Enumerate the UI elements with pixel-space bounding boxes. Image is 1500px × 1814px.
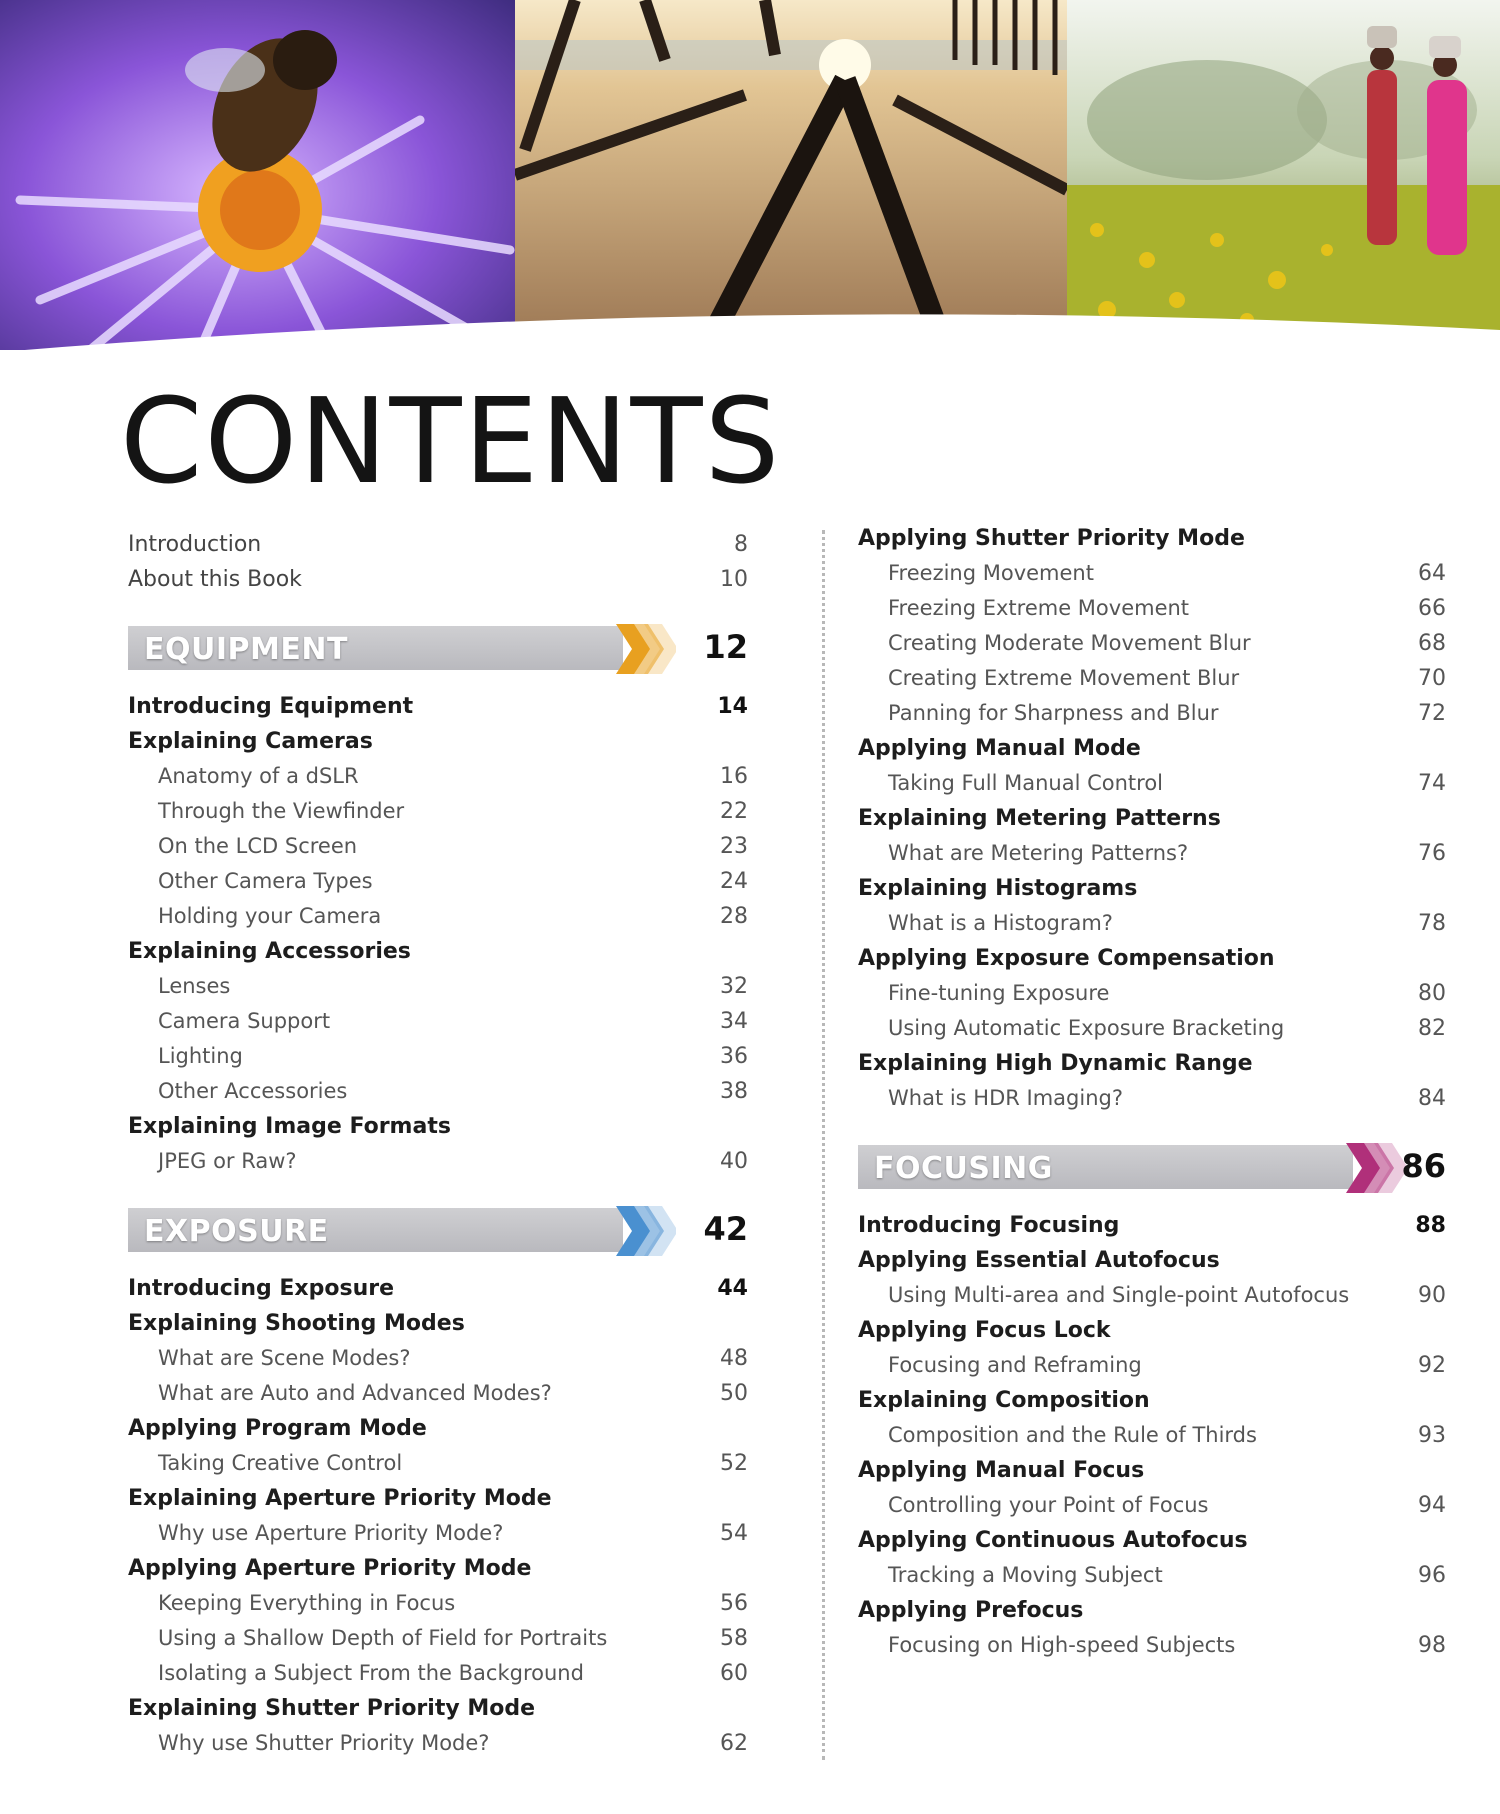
toc-entry-title: Using Multi-area and Single-point Autofocus bbox=[888, 1283, 1350, 1307]
toc-heading-explaining-accessories[interactable] bbox=[128, 935, 748, 970]
toc-page-number: 22 bbox=[720, 799, 748, 824]
toc-entry-title: Controlling your Point of Focus bbox=[888, 1493, 1209, 1517]
toc-page-number: 28 bbox=[720, 904, 748, 929]
toc-entry-taking-full-manual-control[interactable] bbox=[858, 767, 1446, 802]
toc-entry-title: Explaining Accessories bbox=[128, 939, 411, 964]
chevron-right-icon bbox=[616, 624, 676, 678]
toc-heading-applying-shutter-priority-mode[interactable] bbox=[858, 522, 1446, 557]
toc-entry-creating-moderate-movement-blur[interactable] bbox=[858, 627, 1446, 662]
toc-entry-fine-tuning-exposure[interactable] bbox=[858, 977, 1446, 1012]
section-title: EXPOSURE bbox=[144, 1214, 329, 1249]
toc-page-number: 56 bbox=[720, 1591, 748, 1616]
toc-page-number: 52 bbox=[720, 1451, 748, 1476]
toc-page-number: 80 bbox=[1418, 981, 1446, 1006]
section-banner-focusing[interactable] bbox=[858, 1139, 1446, 1197]
toc-entry-title: Freezing Movement bbox=[888, 561, 1094, 585]
toc-entry-title: Explaining Composition bbox=[858, 1388, 1150, 1413]
photo-strip-curve bbox=[0, 300, 1500, 360]
toc-entry-title: Applying Focus Lock bbox=[858, 1318, 1111, 1343]
toc-heading-applying-aperture-priority-mode[interactable] bbox=[128, 1552, 748, 1587]
toc-entry-title: Applying Shutter Priority Mode bbox=[858, 526, 1245, 551]
toc-entry-title: Applying Manual Mode bbox=[858, 736, 1141, 761]
toc-entry-jpeg-or-raw[interactable] bbox=[128, 1145, 748, 1180]
toc-page-number: 82 bbox=[1418, 1016, 1446, 1041]
toc-entry-what-is-a-histogram[interactable] bbox=[858, 907, 1446, 942]
toc-entry-title: Using a Shallow Depth of Field for Portraits bbox=[158, 1626, 608, 1650]
toc-entry-focusing-and-reframing[interactable] bbox=[858, 1349, 1446, 1384]
toc-page-number: 24 bbox=[720, 869, 748, 894]
toc-entry-anatomy-of-a-dslr[interactable] bbox=[128, 760, 748, 795]
toc-entry-title: Explaining High Dynamic Range bbox=[858, 1051, 1253, 1076]
toc-right-column bbox=[858, 522, 1446, 1664]
toc-entry-using-multi-area-and-single-point-autofocus[interactable] bbox=[858, 1279, 1446, 1314]
toc-heading-introducing-exposure[interactable] bbox=[128, 1272, 748, 1307]
toc-entry-title: Applying Aperture Priority Mode bbox=[128, 1556, 532, 1581]
toc-page-number: 92 bbox=[1418, 1353, 1446, 1378]
toc-page-number: 34 bbox=[720, 1009, 748, 1034]
toc-entry-using-automatic-exposure-bracketing[interactable] bbox=[858, 1012, 1446, 1047]
toc-page-number: 66 bbox=[1418, 596, 1446, 621]
toc-page-number: 40 bbox=[720, 1149, 748, 1174]
toc-entry-title: Focusing on High-speed Subjects bbox=[888, 1633, 1236, 1657]
toc-page-number: 96 bbox=[1418, 1563, 1446, 1588]
toc-entry-title: Fine-tuning Exposure bbox=[888, 981, 1110, 1005]
toc-entry-focusing-on-high-speed-subjects[interactable] bbox=[858, 1629, 1446, 1664]
toc-entry-title: Focusing and Reframing bbox=[888, 1353, 1142, 1377]
toc-heading-explaining-shooting-modes[interactable] bbox=[128, 1307, 748, 1342]
section-page-number: 12 bbox=[703, 628, 748, 666]
toc-heading-applying-program-mode[interactable] bbox=[128, 1412, 748, 1447]
section-banner-equipment[interactable] bbox=[128, 620, 748, 678]
toc-entry-what-are-scene-modes[interactable] bbox=[128, 1342, 748, 1377]
toc-entry-title: Keeping Everything in Focus bbox=[158, 1591, 456, 1615]
toc-entry-title: Explaining Cameras bbox=[128, 729, 373, 754]
toc-entry-title: Other Accessories bbox=[158, 1079, 348, 1103]
section-title: FOCUSING bbox=[874, 1151, 1053, 1186]
toc-page-number: 8 bbox=[734, 532, 748, 557]
chevron-right-icon bbox=[616, 1206, 676, 1260]
section-title: EQUIPMENT bbox=[144, 632, 348, 667]
toc-page-number: 88 bbox=[1415, 1213, 1446, 1238]
section-page-number: 86 bbox=[1401, 1147, 1446, 1185]
toc-entry-controlling-your-point-of-focus[interactable] bbox=[858, 1489, 1446, 1524]
photo-strip bbox=[0, 0, 1500, 350]
toc-heading-explaining-aperture-priority-mode[interactable] bbox=[128, 1482, 748, 1517]
toc-page-number: 10 bbox=[720, 567, 748, 592]
toc-heading-explaining-histograms[interactable] bbox=[858, 872, 1446, 907]
toc-heading-explaining-image-formats[interactable] bbox=[128, 1110, 748, 1145]
toc-entry-using-a-shallow-depth-of-field-for-portraits[interactable] bbox=[128, 1622, 748, 1657]
toc-page-number: 72 bbox=[1418, 701, 1446, 726]
toc-heading-explaining-composition[interactable] bbox=[858, 1384, 1446, 1419]
toc-entry-keeping-everything-in-focus[interactable] bbox=[128, 1587, 748, 1622]
toc-page-number: 54 bbox=[720, 1521, 748, 1546]
toc-entry-title: Applying Essential Autofocus bbox=[858, 1248, 1220, 1273]
toc-page-number: 44 bbox=[717, 1276, 748, 1301]
toc-page-number: 93 bbox=[1418, 1423, 1446, 1448]
toc-entry-holding-your-camera[interactable] bbox=[128, 900, 748, 935]
toc-entry-title: Isolating a Subject From the Background bbox=[158, 1661, 584, 1685]
toc-entry-title: What are Auto and Advanced Modes? bbox=[158, 1381, 552, 1405]
toc-page-number: 48 bbox=[720, 1346, 748, 1371]
toc-entry-title: Explaining Image Formats bbox=[128, 1114, 451, 1139]
toc-entry-freezing-extreme-movement[interactable] bbox=[858, 592, 1446, 627]
toc-heading-applying-manual-focus[interactable] bbox=[858, 1454, 1446, 1489]
toc-page-number: 60 bbox=[720, 1661, 748, 1686]
toc-entry-title: Taking Full Manual Control bbox=[888, 771, 1164, 795]
toc-page-number: 14 bbox=[717, 694, 748, 719]
toc-page-number: 90 bbox=[1418, 1283, 1446, 1308]
toc-entry-title: What are Scene Modes? bbox=[158, 1346, 411, 1370]
page-title: CONTENTS bbox=[120, 372, 782, 510]
toc-entry-title: Explaining Shooting Modes bbox=[128, 1311, 465, 1336]
toc-left-column bbox=[128, 528, 748, 1762]
toc-page-number: 62 bbox=[720, 1731, 748, 1756]
toc-entry-composition-and-the-rule-of-thirds[interactable] bbox=[858, 1419, 1446, 1454]
toc-entry-title: Composition and the Rule of Thirds bbox=[888, 1423, 1257, 1447]
toc-entry-title: Lenses bbox=[158, 974, 231, 998]
toc-heading-applying-continuous-autofocus[interactable] bbox=[858, 1524, 1446, 1559]
toc-page-number: 74 bbox=[1418, 771, 1446, 796]
toc-heading-applying-essential-autofocus[interactable] bbox=[858, 1244, 1446, 1279]
toc-entry-title: On the LCD Screen bbox=[158, 834, 358, 858]
bee-on-flower-photo bbox=[0, 0, 515, 350]
toc-entry-isolating-a-subject-from-the-background[interactable] bbox=[128, 1657, 748, 1692]
toc-entry-other-camera-types[interactable] bbox=[128, 865, 748, 900]
toc-entry-title: Introducing Focusing bbox=[858, 1213, 1120, 1238]
toc-heading-explaining-cameras[interactable] bbox=[128, 725, 748, 760]
toc-entry-title: Tracking a Moving Subject bbox=[888, 1563, 1163, 1587]
toc-heading-introducing-focusing[interactable] bbox=[858, 1209, 1446, 1244]
toc-entry-other-accessories[interactable] bbox=[128, 1075, 748, 1110]
toc-page-number: 38 bbox=[720, 1079, 748, 1104]
toc-heading-explaining-shutter-priority-mode[interactable] bbox=[128, 1692, 748, 1727]
toc-entry-title: Introducing Exposure bbox=[128, 1276, 394, 1301]
toc-entry-title: Applying Program Mode bbox=[128, 1416, 427, 1441]
pier-shadows-beach-photo bbox=[515, 0, 1067, 350]
toc-entry-taking-creative-control[interactable] bbox=[128, 1447, 748, 1482]
toc-heading-applying-prefocus[interactable] bbox=[858, 1594, 1446, 1629]
toc-entry-title: Applying Prefocus bbox=[858, 1598, 1084, 1623]
toc-entry-title: Explaining Aperture Priority Mode bbox=[128, 1486, 552, 1511]
toc-entry-title: What are Metering Patterns? bbox=[888, 841, 1189, 865]
toc-heading-explaining-metering-patterns[interactable] bbox=[858, 802, 1446, 837]
toc-entry-what-is-hdr-imaging[interactable] bbox=[858, 1082, 1446, 1117]
toc-entry-what-are-metering-patterns[interactable] bbox=[858, 837, 1446, 872]
toc-page-number: 68 bbox=[1418, 631, 1446, 656]
toc-entry-title: Using Automatic Exposure Bracketing bbox=[888, 1016, 1285, 1040]
toc-entry-title: What is a Histogram? bbox=[888, 911, 1113, 935]
toc-entry-title: Applying Exposure Compensation bbox=[858, 946, 1275, 971]
toc-entry-title: Explaining Histograms bbox=[858, 876, 1138, 901]
toc-entry-title: Freezing Extreme Movement bbox=[888, 596, 1190, 620]
toc-entry-title: Applying Continuous Autofocus bbox=[858, 1528, 1248, 1553]
toc-entry-title: Creating Moderate Movement Blur bbox=[888, 631, 1251, 655]
toc-entry-title: Lighting bbox=[158, 1044, 243, 1068]
toc-entry-lenses[interactable] bbox=[128, 970, 748, 1005]
toc-page-number: 58 bbox=[720, 1626, 748, 1651]
toc-entry-camera-support[interactable] bbox=[128, 1005, 748, 1040]
toc-page-number: 50 bbox=[720, 1381, 748, 1406]
toc-page-number: 78 bbox=[1418, 911, 1446, 936]
toc-entry-through-the-viewfinder[interactable] bbox=[128, 795, 748, 830]
toc-entry-title: Why use Aperture Priority Mode? bbox=[158, 1521, 504, 1545]
toc-entry-lighting[interactable] bbox=[128, 1040, 748, 1075]
toc-entry-title: Camera Support bbox=[158, 1009, 331, 1033]
toc-entry-title: Other Camera Types bbox=[158, 869, 373, 893]
toc-heading-applying-exposure-compensation[interactable] bbox=[858, 942, 1446, 977]
toc-entry-panning-for-sharpness-and-blur[interactable] bbox=[858, 697, 1446, 732]
toc-entry-title: About this Book bbox=[128, 567, 302, 592]
toc-heading-introducing-equipment[interactable] bbox=[128, 690, 748, 725]
toc-entry-freezing-movement[interactable] bbox=[858, 557, 1446, 592]
toc-entry-what-are-auto-and-advanced-modes[interactable] bbox=[128, 1377, 748, 1412]
toc-entry-creating-extreme-movement-blur[interactable] bbox=[858, 662, 1446, 697]
toc-entry-title: Holding your Camera bbox=[158, 904, 382, 928]
toc-entry-title: Anatomy of a dSLR bbox=[158, 764, 359, 788]
toc-page-number: 94 bbox=[1418, 1493, 1446, 1518]
toc-entry-title: What is HDR Imaging? bbox=[888, 1086, 1123, 1110]
toc-entry-title: Introducing Equipment bbox=[128, 694, 414, 719]
toc-entry-title: Why use Shutter Priority Mode? bbox=[158, 1731, 490, 1755]
toc-entry-title: Taking Creative Control bbox=[158, 1451, 403, 1475]
toc-heading-applying-focus-lock[interactable] bbox=[858, 1314, 1446, 1349]
toc-entry-title: JPEG or Raw? bbox=[158, 1149, 297, 1173]
toc-page-number: 64 bbox=[1418, 561, 1446, 586]
toc-page-number: 76 bbox=[1418, 841, 1446, 866]
toc-entry-title: Introduction bbox=[128, 532, 262, 557]
toc-entry-about-this-book[interactable] bbox=[128, 563, 748, 598]
toc-page-number: 98 bbox=[1418, 1633, 1446, 1658]
toc-entry-title: Panning for Sharpness and Blur bbox=[888, 701, 1219, 725]
toc-entry-title: Through the Viewfinder bbox=[158, 799, 405, 823]
toc-entry-title: Creating Extreme Movement Blur bbox=[888, 666, 1240, 690]
toc-entry-title: Applying Manual Focus bbox=[858, 1458, 1145, 1483]
toc-entry-on-the-lcd-screen[interactable] bbox=[128, 830, 748, 865]
column-divider bbox=[822, 530, 825, 1760]
toc-entry-why-use-shutter-priority-mode[interactable] bbox=[128, 1727, 748, 1762]
toc-page-number: 36 bbox=[720, 1044, 748, 1069]
toc-entry-title: Explaining Metering Patterns bbox=[858, 806, 1221, 831]
toc-entry-why-use-aperture-priority-mode[interactable] bbox=[128, 1517, 748, 1552]
women-carrying-pots-field-photo bbox=[1067, 0, 1500, 350]
toc-heading-explaining-high-dynamic-range[interactable] bbox=[858, 1047, 1446, 1082]
chevron-right-icon bbox=[1346, 1143, 1406, 1197]
section-banner-exposure[interactable] bbox=[128, 1202, 748, 1260]
toc-page-number: 16 bbox=[720, 764, 748, 789]
toc-page-number: 70 bbox=[1418, 666, 1446, 691]
toc-heading-applying-manual-mode[interactable] bbox=[858, 732, 1446, 767]
toc-entry-tracking-a-moving-subject[interactable] bbox=[858, 1559, 1446, 1594]
toc-page-number: 84 bbox=[1418, 1086, 1446, 1111]
toc-entry-introduction[interactable] bbox=[128, 528, 748, 563]
toc-page-number: 32 bbox=[720, 974, 748, 999]
section-page-number: 42 bbox=[703, 1210, 748, 1248]
toc-entry-title: Explaining Shutter Priority Mode bbox=[128, 1696, 536, 1721]
toc-page-number: 23 bbox=[720, 834, 748, 859]
